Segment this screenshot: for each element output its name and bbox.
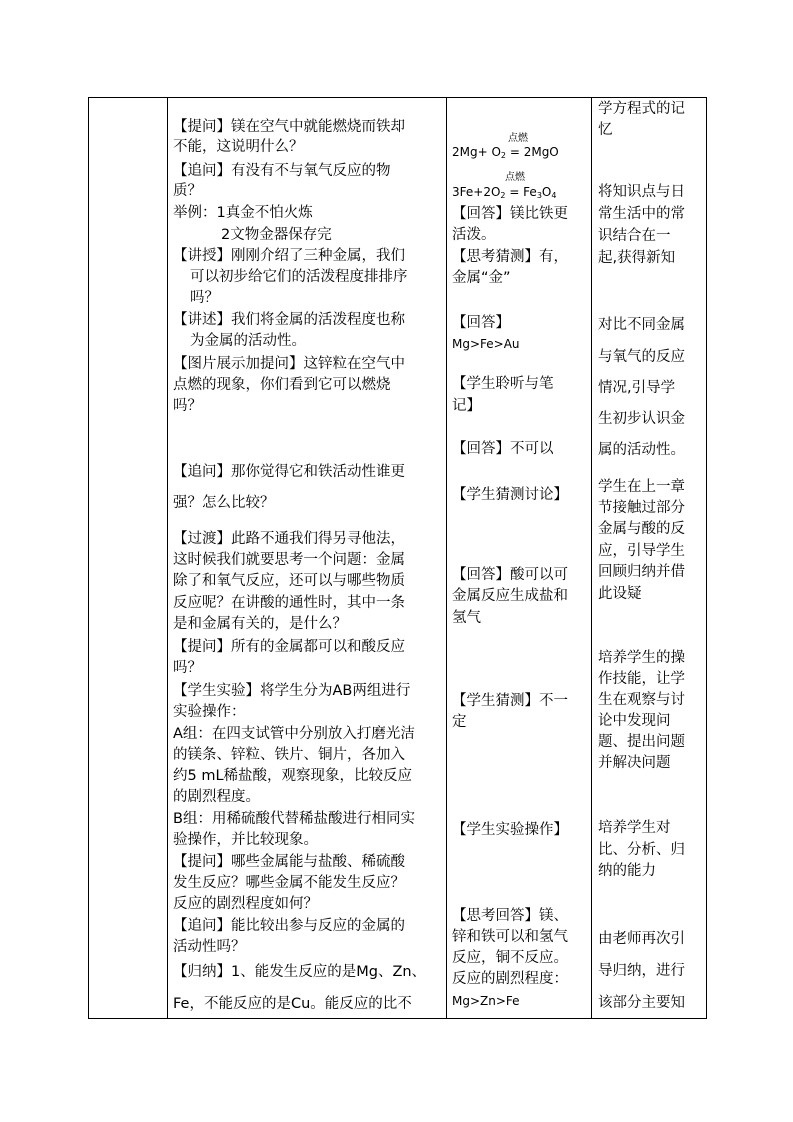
text-line: 质？ bbox=[173, 183, 202, 199]
text-line: 将知识点与日 bbox=[598, 184, 685, 200]
text-line: 作技能，让学 bbox=[598, 671, 685, 687]
text-line: 【提问】哪些金属能与盐酸、稀硫酸 bbox=[173, 854, 405, 870]
column-divider-3 bbox=[591, 98, 592, 1018]
text-line: 起,获得新知 bbox=[598, 250, 676, 266]
text-line: 吗？ bbox=[173, 660, 202, 676]
text-line: 节接触过部分 bbox=[598, 500, 685, 516]
text-line: 应，引导学生 bbox=[598, 543, 685, 559]
text-line: 比、分析、归 bbox=[598, 842, 685, 858]
text-line: 可以初步给它们的活泼程度排排序 bbox=[190, 269, 408, 285]
text-line: 【图片展示加提问】这锌粒在空气中 bbox=[173, 356, 405, 372]
text-line: 【追问】有没有不与氧气反应的物 bbox=[173, 163, 391, 179]
text-line: 学生在上一章 bbox=[598, 479, 685, 495]
text-line: 氢气 bbox=[452, 610, 481, 626]
text-line: 不能，这说明什么？ bbox=[173, 139, 304, 155]
text-line: 【回答】不可以 bbox=[452, 441, 554, 457]
text-line: 【提问】所有的金属都可以和酸反应 bbox=[173, 639, 405, 655]
column-divider-2 bbox=[446, 98, 447, 1018]
text-line: 学方程式的记 bbox=[598, 101, 685, 117]
text-line: 定 bbox=[452, 714, 467, 730]
text-line: 是和金属有关的，是什么？ bbox=[173, 616, 347, 632]
text-line: 导归纳，进行 bbox=[598, 963, 685, 979]
text-line: 点燃的现象，你们看到它可以燃烧 bbox=[173, 377, 391, 393]
text-line: 【回答】酸可以可 bbox=[452, 567, 568, 583]
reaction-condition: 点燃 bbox=[508, 133, 528, 144]
text-line: 金属“金” bbox=[452, 270, 511, 286]
text-line: 回顾归纳并借 bbox=[598, 564, 685, 580]
text-line: 金属反应生成盐和 bbox=[452, 588, 568, 604]
text-line: 【回答】镁比铁更 bbox=[452, 206, 568, 222]
text-line: 反应呢？在讲酸的通性时，其中一条 bbox=[173, 595, 405, 611]
text-line: 培养学生的操 bbox=[598, 650, 685, 666]
equation-mg-o2: $2Mg+ O_2 = 2MgO$ bbox=[452, 145, 559, 160]
text-line: 【思考回答】镁、 bbox=[452, 908, 568, 924]
text-line: 约5 mL稀盐酸，观察现象，比较反应 bbox=[173, 768, 413, 784]
text-line: 生初步认识金 bbox=[598, 411, 685, 427]
text-line: 【追问】那你觉得它和铁活动性谁更 bbox=[173, 464, 405, 480]
text-line: 【学生猜测】不一 bbox=[452, 693, 568, 709]
text-line: 【追问】能比较出参与反应的金属的 bbox=[173, 918, 405, 934]
text-line: 【学生实验】将学生分为AB两组进行 bbox=[173, 683, 411, 699]
text-line: 吗？ bbox=[190, 290, 219, 306]
text-line: 实验操作： bbox=[173, 704, 246, 720]
text-line: 除了和氧气反应，还可以与哪些物质 bbox=[173, 573, 405, 589]
text-line: Mg>Fe>Au bbox=[452, 337, 520, 351]
text-line: 纳的能力 bbox=[598, 863, 656, 879]
text-line: 此设疑 bbox=[598, 586, 642, 602]
text-line: 反应的剧烈程度： bbox=[452, 971, 568, 987]
text-line: 常生活中的常 bbox=[598, 206, 685, 222]
text-line: 【回答】 bbox=[452, 315, 510, 331]
text-line: 记】 bbox=[452, 398, 481, 414]
text-line: 【学生猜测讨论】 bbox=[452, 487, 568, 503]
text-line: 培养学生对 bbox=[598, 820, 671, 836]
text-line: 的剧烈程度。 bbox=[173, 789, 260, 805]
text-line: 情况,引导学 bbox=[598, 380, 676, 396]
text-line: 【提问】镁在空气中就能燃烧而铁却 bbox=[173, 119, 405, 135]
text-line: 属的活动性。 bbox=[598, 442, 685, 458]
text-line: 与氧气的反应 bbox=[598, 349, 685, 365]
text-line: 强？怎么比较？ bbox=[173, 495, 275, 511]
text-line: 【学生实验操作】 bbox=[452, 822, 568, 838]
text-line: 2文物金器保存完 bbox=[221, 227, 332, 243]
text-line: 【讲授】刚刚介绍了三种金属，我们 bbox=[173, 248, 405, 264]
text-line: 并解决问题 bbox=[598, 755, 671, 771]
text-line: 锌和铁可以和氢气 bbox=[452, 929, 568, 945]
column-divider-1 bbox=[167, 98, 168, 1018]
text-line: 【学生聆听与笔 bbox=[452, 376, 554, 392]
text-line: 的镁条、锌粒、铁片、铜片，各加入 bbox=[173, 747, 405, 763]
text-line: 生在观察与讨 bbox=[598, 692, 685, 708]
text-line: 活动性吗？ bbox=[173, 939, 246, 955]
text-line: A组：在四支试管中分别放入打磨光洁 bbox=[173, 726, 415, 742]
text-line: 举例：1真金不怕火炼 bbox=[173, 205, 313, 221]
text-line: 识结合在一 bbox=[598, 228, 671, 244]
text-line: 由老师再次引 bbox=[598, 931, 685, 947]
text-line: 这时候我们就要思考一个问题：金属 bbox=[173, 552, 405, 568]
text-line: 【讲述】我们将金属的活泼程度也称 bbox=[173, 312, 405, 328]
text-line: 反应，铜不反应。 bbox=[452, 950, 568, 966]
text-line: 为金属的活动性。 bbox=[190, 333, 306, 349]
text-line: Fe，不能反应的是Cu。能反应的比不 bbox=[173, 996, 412, 1012]
reaction-condition: 点燃 bbox=[505, 172, 525, 183]
text-line: 发生反应？哪些金属不能发生反应？ bbox=[173, 875, 405, 891]
text-line: 忆 bbox=[598, 122, 613, 138]
text-line: 吗？ bbox=[173, 398, 202, 414]
text-line: 对比不同金属 bbox=[598, 317, 685, 333]
text-line: 【归纳】1、能发生反应的是Mg、Zn、 bbox=[173, 964, 427, 980]
equation-fe-o2: $3Fe+2O_2 = Fe_3O_4$ bbox=[452, 185, 557, 200]
text-line: 验操作，并比较现象。 bbox=[173, 832, 318, 848]
text-line: 反应的剧烈程度如何？ bbox=[173, 896, 318, 912]
text-line: 【思考猜测】有， bbox=[452, 249, 568, 265]
text-line: 活泼。 bbox=[452, 227, 496, 243]
text-line: 【过渡】此路不通我们得另寻他法， bbox=[173, 531, 405, 547]
text-line: 论中发现问 bbox=[598, 713, 671, 729]
text-line: 金属与酸的反 bbox=[598, 521, 685, 537]
text-line: Mg>Zn>Fe bbox=[452, 994, 520, 1008]
text-line: 题、提出问题 bbox=[598, 734, 685, 750]
text-line: 该部分主要知 bbox=[598, 995, 685, 1011]
text-line: B组：用稀硫酸代替稀盐酸进行相同实 bbox=[173, 811, 415, 827]
